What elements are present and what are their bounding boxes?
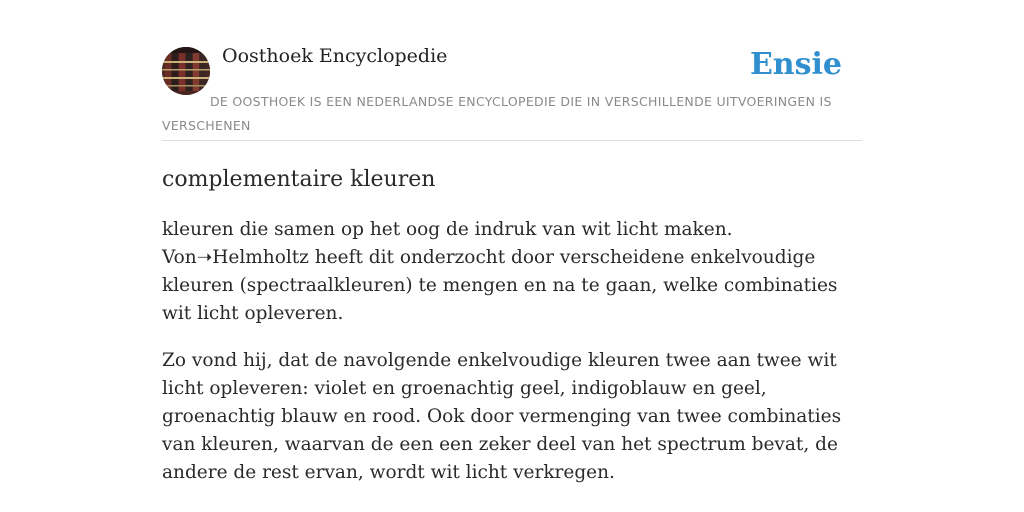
- source-name[interactable]: Oosthoek Encyclopedie: [222, 45, 448, 67]
- paragraph-text-end: heeft dit onderzocht door verscheidene enkelvoudige kleuren (spectraalkleuren) te mengen en na te gaan, welke combinaties wit licht opleveren.: [162, 247, 838, 324]
- article-card: [162, 0, 862, 487]
- article-paragraph-2: Zo vond hij, dat de navolgende enkelvoudige kleuren twee aan twee wit licht opleveren: violet en groenachtig geel, indigoblauw en geel, groenachtig blauw en rood. Ook door vermenging van twee combinaties van kleuren, waarvan de een een zeker deel van het spectrum bevat, de andere de rest ervan, wordt wit licht verkregen.: [162, 350, 842, 483]
- link-arrow-icon: ➝: [196, 247, 213, 268]
- article-paragraph-1: [162, 216, 862, 328]
- helmholtz-link[interactable]: [197, 247, 309, 268]
- source-header: [162, 0, 862, 141]
- article-title: complementaire kleuren: [162, 167, 436, 192]
- encyclopedia-books-icon[interactable]: [162, 47, 210, 95]
- source-description: DE OOSTHOEK IS EEN NEDERLANDSE ENCYCLOPEDIE DIE IN VERSCHILLENDE UITVOERINGEN IS VERSCHENEN: [162, 94, 832, 133]
- ensie-logo[interactable]: Ensie: [749, 47, 842, 82]
- helmholtz-link-text: Helmholtz: [212, 247, 309, 268]
- paragraph-text-start: kleuren die samen op het oog de indruk van wit licht maken. Von: [162, 219, 733, 268]
